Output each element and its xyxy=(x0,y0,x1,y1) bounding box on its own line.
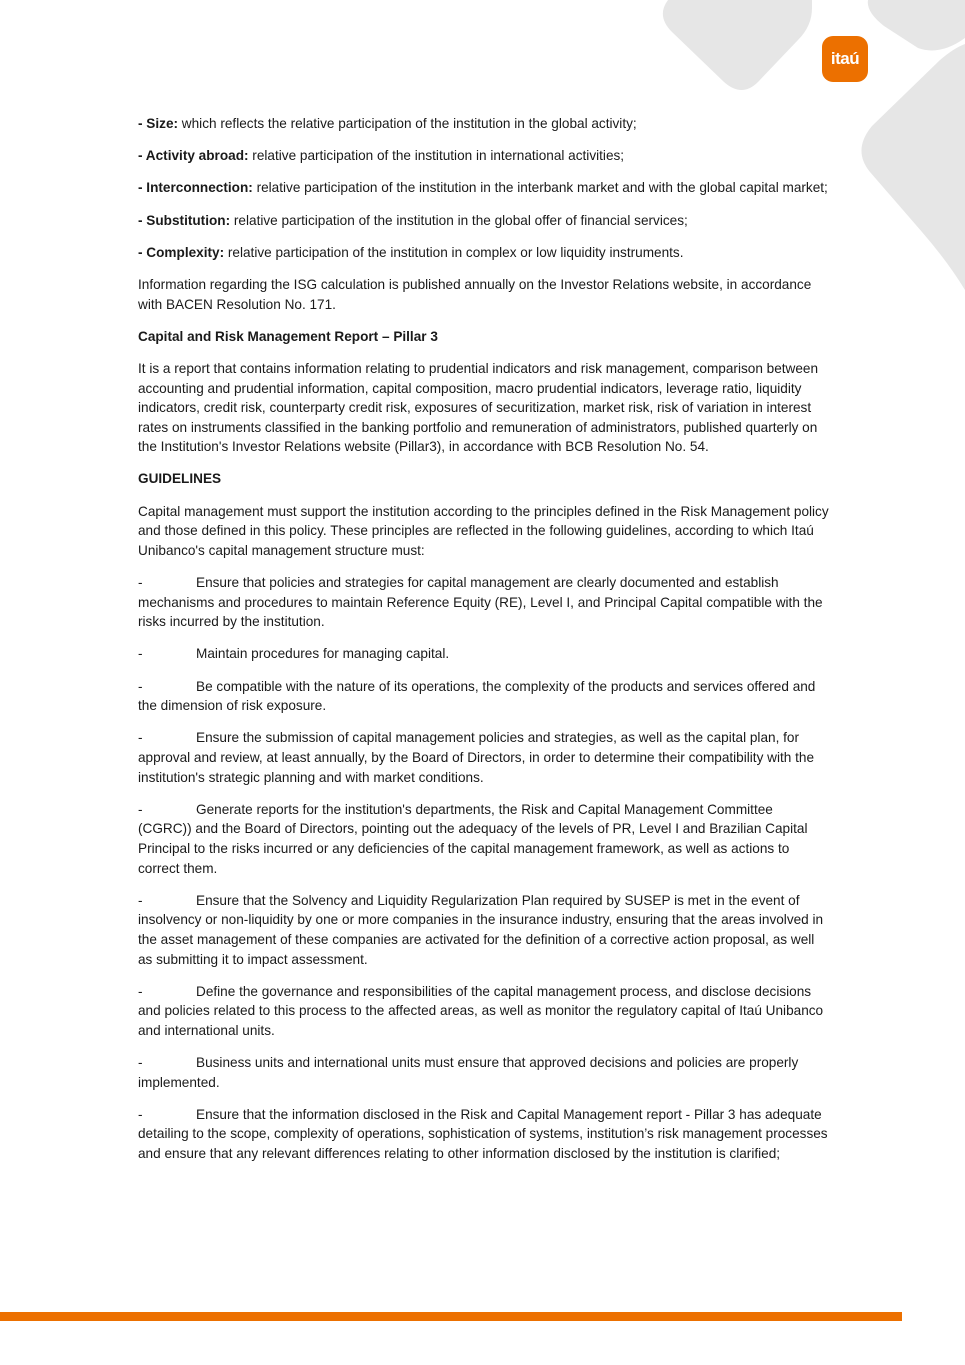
definition-term: - Size: xyxy=(138,116,179,131)
grey-leaf-shape-corner xyxy=(868,0,965,50)
guideline-item xyxy=(138,573,830,632)
guideline-item xyxy=(138,1053,830,1092)
itau-logo: itaú xyxy=(822,36,868,82)
definition-activity-abroad xyxy=(138,146,830,166)
document-body xyxy=(138,114,830,1176)
definition-term: - Interconnection: xyxy=(138,180,253,196)
footer-accent-bar xyxy=(0,1312,902,1321)
bullet-dash: - xyxy=(138,1055,143,1071)
bullet-dash: - xyxy=(138,646,143,662)
guideline-text: Define the governance and responsibilities of the capital management process, and disclose decisions and policies related to this process to the affected areas, as well as monitor the regulatory capital of Itaú Unibanco and international units. xyxy=(138,983,824,1038)
guideline-text: Ensure that the Solvency and Liquidity Regularization Plan required by SUSEP is met in the event of insolvency or non-liquidity by one or more companies in the insurance industry, ensuring that the areas involved in the asset management of these companies are activated for the definition of a corrective action proposal, as well as submitting it to impact assessment. xyxy=(138,892,824,967)
guideline-item xyxy=(138,982,830,1041)
guideline-item xyxy=(138,800,830,878)
bullet-dash: - xyxy=(138,983,143,999)
guideline-item xyxy=(138,728,830,787)
guideline-item xyxy=(138,1105,830,1164)
guideline-text: Ensure that the information disclosed in the Risk and Capital Management report - Pillar 3 has adequate detailing to the scope, complexity of operations, sophistication of systems, institution’s risk management processes and ensure that any relevant differences relating to other information disclosed by the institution is clarified; xyxy=(138,1106,828,1162)
pillar3-heading: Capital and Risk Management Report – Pillar 3 xyxy=(138,328,438,344)
isg-info-paragraph: Information regarding the ISG calculation is published annually on the Investor Relations website, in accordance with BACEN Resolution No. 171. xyxy=(138,276,812,312)
pillar3-paragraph: It is a report that contains information relating to prudential indicators and risk management, comparison between accounting and prudential information, capital composition, macro prudential indicators, leverage ratio, liquidity indicators, credit risk, counterparty credit risk, exposures of securitization, market risk, risk of variation in interest rates on instruments classified in the banking portfolio and remuneration of administrators, published quarterly on the Institution's Investor Relations website (Pillar3), in accordance with BCB Resolution No. 54. xyxy=(138,360,819,455)
guideline-item xyxy=(138,891,830,969)
grey-leaf-shape-right xyxy=(861,44,965,290)
guideline-item xyxy=(138,644,830,664)
definition-complexity xyxy=(138,243,830,263)
guideline-text: Business units and international units must ensure that approved decisions and policies are properly implemented. xyxy=(138,1055,799,1090)
grey-leaf-shape-top xyxy=(663,0,812,90)
definition-term: - Activity abroad: xyxy=(138,148,249,164)
bullet-dash: - xyxy=(138,730,143,746)
bullet-dash: - xyxy=(138,1106,143,1122)
definition-term: - Substitution: xyxy=(138,212,231,228)
bullet-dash: - xyxy=(138,892,143,908)
definition-text: relative participation of the institution in the global offer of financial services; xyxy=(230,212,688,228)
guideline-item xyxy=(138,677,830,716)
definition-term: - Complexity: xyxy=(138,244,225,260)
definition-text: which reflects the relative participation of the institution in the global activity; xyxy=(178,116,637,131)
definition-size xyxy=(138,114,830,134)
guideline-text: Maintain procedures for managing capital. xyxy=(196,646,450,662)
guidelines-heading: GUIDELINES xyxy=(138,471,222,487)
guidelines-intro: Capital management must support the institution according to the principles defined in the Risk Management policy and those defined in this policy. These principles are reflected in the following guidelines, according to which Itaú Unibanco's capital management structure must: xyxy=(138,503,829,558)
guideline-text: Ensure that policies and strategies for capital management are clearly documented and establish mechanisms and procedures to maintain Reference Equity (RE), Level I, and Principal Capital compatible with the risks incurred by the institution. xyxy=(138,575,823,630)
definition-text: relative participation of the institution in complex or low liquidity instruments. xyxy=(224,244,684,260)
guideline-text: Ensure the submission of capital management policies and strategies, as well as the capital plan, for approval and review, at least annually, by the Board of Directors, in order to determine their compatibility with the institution's strategic planning and with market conditions. xyxy=(138,730,815,785)
definition-interconnection xyxy=(138,178,830,198)
definition-substitution xyxy=(138,211,830,231)
definition-text: relative participation of the institution in international activities; xyxy=(248,148,625,164)
bullet-dash: - xyxy=(138,678,143,694)
definition-text: relative participation of the institution in the interbank market and with the global capital market; xyxy=(252,180,828,196)
bullet-dash: - xyxy=(138,801,143,817)
guideline-text: Be compatible with the nature of its operations, the complexity of the products and services offered and the dimension of risk exposure. xyxy=(138,678,816,714)
guideline-text: Generate reports for the institution's departments, the Risk and Capital Management Committee (CGRC)) and the Board of Directors, pointing out the adequacy of the levels of PR, Level I and Brazilian Capital Principal to the risks incurred or any deficiencies of the capital management framework, as well as actions to correct them. xyxy=(138,801,808,876)
bullet-dash: - xyxy=(138,575,143,591)
